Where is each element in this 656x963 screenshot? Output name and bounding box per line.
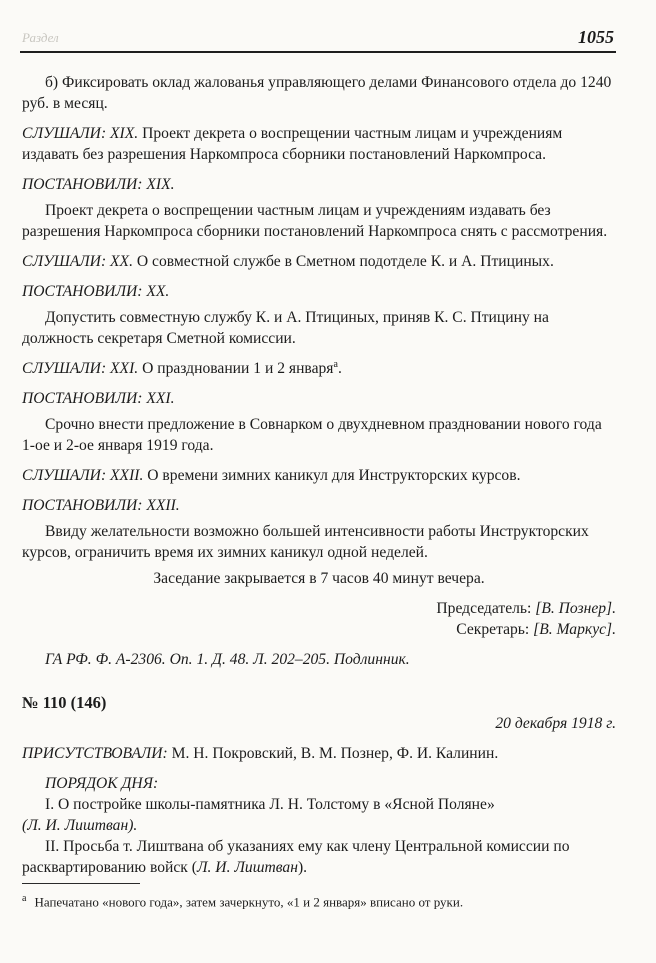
resolved-22-text: Ввиду желательности возможно большей интенсивности работы Инструкторских курсов, ограничить время их зимних каникул одной неделей. <box>22 523 589 561</box>
agenda-item-2-text: II. Просьба т. Лиштвана об указаниях ему как члену Центральной комиссии по расквартированию войск ( <box>22 838 570 876</box>
heard-label: СЛУШАЛИ: XXII. <box>22 467 144 484</box>
agenda-item-1: I. О постройке школы-памятника Л. Н. Толстому в «Ясной Поляне» <box>45 796 495 813</box>
heard-text: О времени зимних каникул для Инструкторских курсов. <box>143 467 521 484</box>
archive-reference: ГА РФ. Ф. А-2306. Оп. 1. Д. 48. Л. 202–205. Подлинник. <box>45 651 410 668</box>
agenda-item-2 <box>22 836 616 878</box>
heard-text-end: . <box>337 360 342 377</box>
resolved-19-label: ПОСТАНОВИЛИ: XIX. <box>22 176 175 193</box>
footnote <box>22 890 622 910</box>
chairman-name: [В. Познер]. <box>535 600 616 617</box>
heard-label: СЛУШАЛИ: XX. <box>22 253 133 270</box>
secretary-label: Секретарь: <box>456 621 534 638</box>
resolved-22-label: ПОСТАНОВИЛИ: XXII. <box>22 497 180 514</box>
document-number: № 110 (146) <box>22 693 107 712</box>
agenda-item-2-author: Л. И. Лиштван <box>196 859 298 876</box>
present-line <box>22 743 616 764</box>
heard-text: Проект декрета о воспрещении частным лицам и учреждениям издавать без разрешения Наркомпроса сборники постановлений Наркомпроса. <box>22 125 563 163</box>
closing-line: Заседание закрывается в 7 часов 40 минут вечера. <box>153 570 485 587</box>
footnote-ref: а <box>333 358 338 370</box>
footnote-mark: а <box>22 893 27 904</box>
resolved-20-label: ПОСТАНОВИЛИ: XX. <box>22 283 170 300</box>
paragraph-fix-salary: б) Фиксировать оклад жалованья управляющего делами Финансового отдела до 1240 руб. в месяц. <box>22 74 612 112</box>
resolved-19-text: Проект декрета о воспрещении частным лицам и учреждениям издавать без разрешения Наркомпроса сборники постановлений Наркомпроса снять с рассмотрения. <box>22 202 608 240</box>
chairman-signature <box>22 598 616 619</box>
heard-label: СЛУШАЛИ: XIX. <box>22 125 139 142</box>
heard-text: О совместной службе в Сметном подотделе К. и А. Птициных. <box>132 253 554 270</box>
chairman-label: Председатель: <box>436 600 536 617</box>
agenda-item-1-author: (Л. И. Лиштван). <box>22 817 138 834</box>
heard-21 <box>22 358 616 379</box>
page-content <box>22 72 616 878</box>
heard-text: О праздновании 1 и 2 января <box>138 360 334 377</box>
agenda-item-2-end: ). <box>297 859 308 876</box>
footnote-text: Напечатано «нового года», затем зачеркнуто, «1 и 2 января» вписано от руки. <box>34 894 464 910</box>
resolved-20-text: Допустить совместную службу К. и А. Птициных, приняв К. С. Птицину на должность секретаря Сметной комиссии. <box>22 309 549 347</box>
header-rule <box>20 51 616 53</box>
secretary-signature <box>22 619 616 640</box>
resolved-21-label: ПОСТАНОВИЛИ: XXI. <box>22 390 175 407</box>
heard-label: СЛУШАЛИ: XXI. <box>22 360 139 377</box>
present-names: М. Н. Покровский, В. М. Познер, Ф. И. Калинин. <box>167 745 499 762</box>
agenda-label: ПОРЯДОК ДНЯ: <box>45 775 159 792</box>
document-date: 20 декабря 1918 г. <box>495 715 616 732</box>
running-title: Раздел <box>22 30 59 45</box>
resolved-21-text: Срочно внести предложение в Совнарком о двухдневном праздновании нового года 1-ое и 2-ое января 1919 года. <box>22 416 602 454</box>
page-number: 1055 <box>578 27 614 47</box>
heard-20 <box>22 251 616 272</box>
secretary-name: [В. Маркус]. <box>533 621 616 638</box>
present-label: ПРИСУТСТВОВАЛИ: <box>22 745 168 762</box>
heard-22 <box>22 465 616 486</box>
heard-19 <box>22 123 616 165</box>
footnote-divider <box>22 883 140 884</box>
